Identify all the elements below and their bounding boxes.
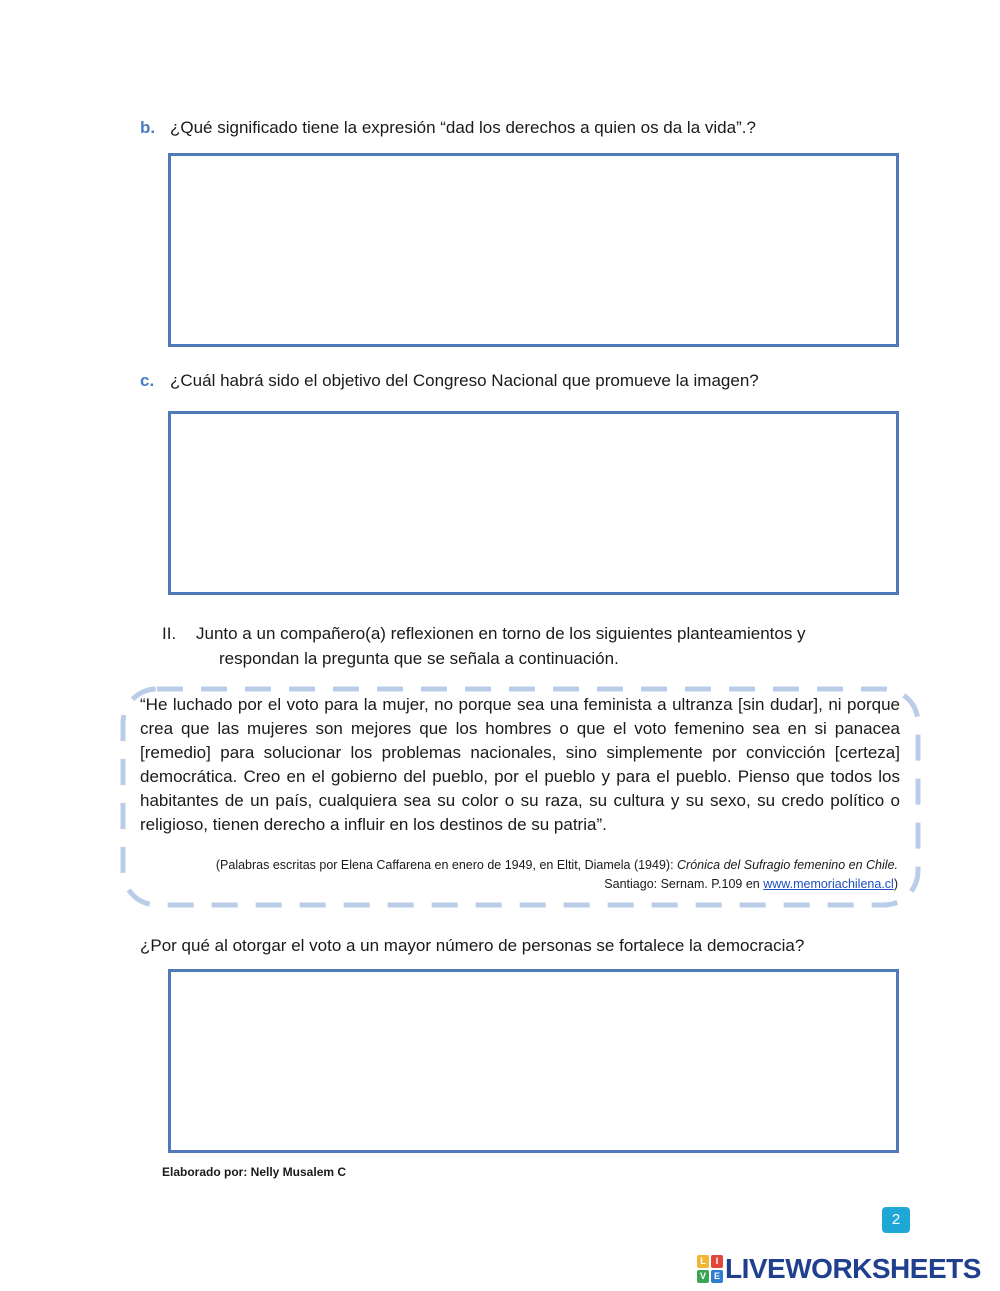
section-ii-instructions	[162, 621, 806, 671]
quote-text: “He luchado por el voto para la mujer, no porque sea una feminista a ultranza [sin dudar], ni porque crea que las mujeres son mejores que los hombres o que el voto femenino sea en si panacea [remedio] para solucionar los problemas nacionales, sino simplemente por convicción [certeza] democrática. Creo en el gobierno del pueblo, por el pueblo y para el pueblo. Pienso que todos los habitantes de un país, cualquiera sea su color o su raza, su cultura y su sexo, su credo político o religioso, tienen derecho a influir en los destinos de su patria”.	[140, 695, 900, 834]
page-number-badge: 2	[882, 1207, 910, 1233]
section-ii-line1: Junto a un compañero(a) reflexionen en torno de los siguientes planteamientos y	[196, 624, 806, 643]
answer-box-c[interactable]	[168, 411, 899, 595]
question-b-text: ¿Qué significado tiene la expresión “dad los derechos a quien os da la vida”.?	[170, 118, 756, 137]
answer-box-final[interactable]	[168, 969, 899, 1153]
liveworksheets-brand	[697, 1252, 981, 1286]
answer-box-b[interactable]	[168, 153, 899, 347]
final-question: ¿Por qué al otorgar el voto a un mayor número de personas se fortalece la democracia?	[140, 936, 805, 955]
memoriachilena-link[interactable]: www.memoriachilena.cl	[763, 877, 894, 891]
logo-letter-l: L	[697, 1255, 709, 1268]
question-c	[140, 370, 759, 392]
citation-prefix: (Palabras escritas por Elena Caffarena en enero de 1949, en Eltit, Diamela (1949):	[215, 858, 678, 872]
footer-author: Elaborado por: Nelly Musalem C	[162, 1165, 347, 1179]
citation-line2: Santiago: Sernam. P.109 en	[604, 877, 764, 891]
citation-title: Crónica del Sufragio femenino en Chile.	[677, 858, 898, 872]
section-ii-number: II.	[162, 624, 177, 643]
question-b-letter: b.	[140, 118, 156, 137]
liveworksheets-logo-icon	[697, 1255, 723, 1283]
quote-citation	[140, 856, 898, 894]
question-c-text: ¿Cuál habrá sido el objetivo del Congreso Nacional que promueve la imagen?	[170, 371, 759, 390]
logo-letter-v: V	[697, 1270, 709, 1283]
logo-letter-i: I	[711, 1255, 723, 1268]
citation-close: )	[893, 877, 898, 891]
section-ii-line2: respondan la pregunta que se señala a continuación.	[219, 649, 619, 668]
question-c-letter: c.	[140, 371, 155, 390]
brand-name: LIVEWORKSHEETS	[725, 1253, 981, 1284]
logo-letter-e: E	[711, 1270, 723, 1283]
question-b	[140, 117, 756, 139]
